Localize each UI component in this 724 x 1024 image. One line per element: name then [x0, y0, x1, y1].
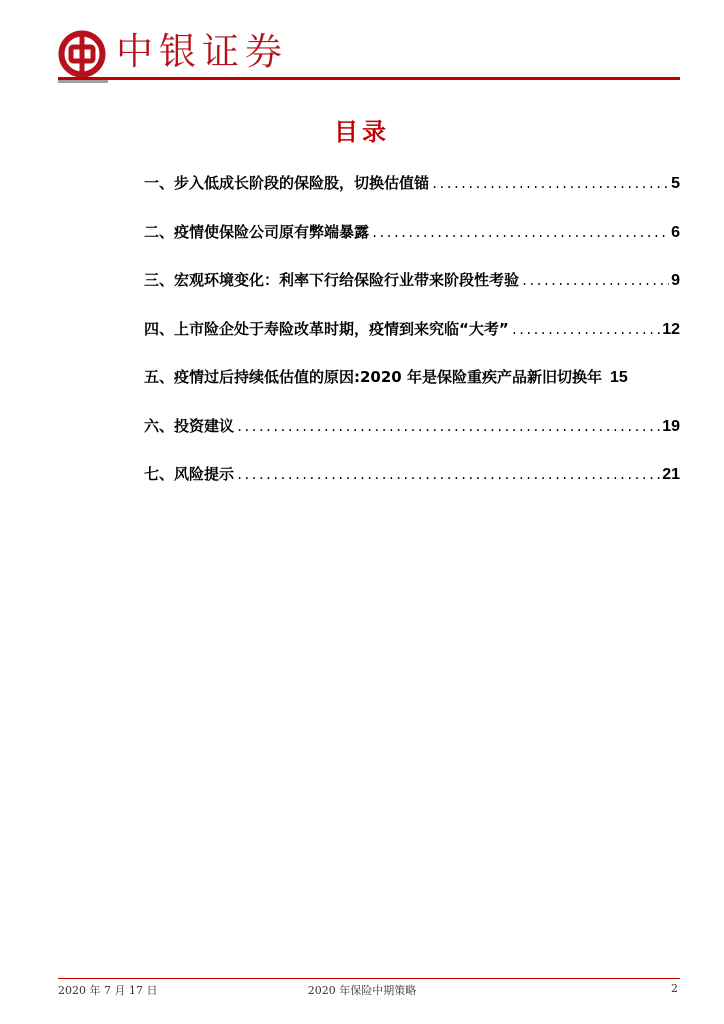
- toc-page-number: 6: [671, 223, 680, 241]
- toc-entry[interactable]: [144, 463, 680, 512]
- toc-leader-dots: [431, 177, 669, 191]
- toc-leader-dots: [236, 468, 660, 482]
- header-divider-accent: [58, 80, 108, 83]
- toc-entry[interactable]: [144, 269, 680, 318]
- toc-leader-dots: [511, 323, 660, 337]
- table-of-contents: [144, 172, 680, 512]
- toc-entry[interactable]: [144, 172, 680, 221]
- bank-of-china-logo-icon: [58, 30, 106, 78]
- toc-entry-text: 一、步入低成长阶段的保险股，切换估值锚: [144, 174, 430, 192]
- footer-page-number: 2: [671, 982, 678, 995]
- toc-entry[interactable]: [144, 318, 680, 367]
- toc-page-number: 12: [662, 320, 680, 338]
- footer-date: 2020 年 7 月 17 日: [58, 984, 158, 997]
- toc-entry[interactable]: [144, 221, 680, 270]
- footer-divider: [58, 978, 680, 979]
- brand-name: 中银证券: [116, 30, 288, 73]
- toc-entry-text: 六、投资建议: [144, 416, 235, 435]
- toc-leader-dots: [521, 274, 669, 288]
- footer-document-title: 2020 年保险中期策略: [307, 984, 417, 997]
- toc-leader-dots: [371, 226, 669, 240]
- toc-page-number: 5: [671, 175, 680, 192]
- toc-page-number: 19: [662, 417, 680, 435]
- toc-page-number: 15: [609, 369, 628, 386]
- toc-entry-text: 五、疫情过后持续低估值的原因:2020 年是保险重疾产品新旧切换年: [144, 368, 602, 386]
- toc-title: 目录: [334, 118, 390, 146]
- toc-entry[interactable]: [144, 415, 680, 464]
- toc-leader-dots: [236, 420, 660, 434]
- header-divider: [58, 77, 680, 80]
- toc-entry-text: 四、上市险企处于寿险改革时期，疫情到来究临“大考”: [144, 319, 509, 338]
- toc-page-number: 21: [662, 466, 680, 483]
- toc-page-number: 9: [671, 272, 680, 289]
- toc-entry-text: 七、风险提示: [144, 465, 235, 483]
- toc-entry[interactable]: [144, 366, 680, 415]
- toc-entry-text: 二、疫情使保险公司原有弊端暴露: [144, 222, 370, 241]
- toc-entry-text: 三、宏观环境变化：利率下行给保险行业带来阶段性考验: [144, 271, 520, 289]
